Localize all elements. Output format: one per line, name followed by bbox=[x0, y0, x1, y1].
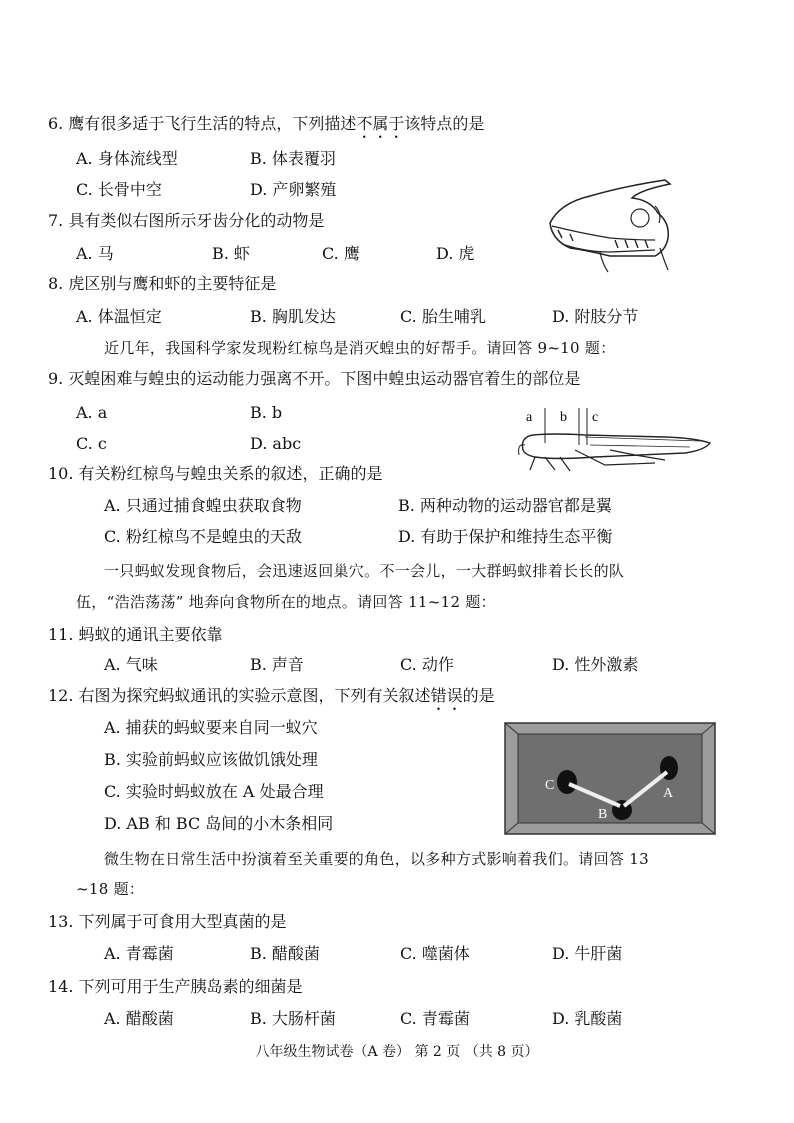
label-b: b bbox=[560, 410, 567, 425]
label-c: c bbox=[592, 410, 599, 425]
q14-option-c: C. 青霉菌 bbox=[400, 1009, 470, 1028]
q6-option-b: B. 体表覆羽 bbox=[250, 149, 336, 168]
q13-option-d: D. 牛肝菌 bbox=[552, 944, 623, 963]
question-12-stem: 12. 右图为探究蚂蚁通讯的实验示意图，下列有关叙述错误的是 bbox=[48, 686, 495, 705]
question-10-stem: 10. 有关粉红椋鸟与蝗虫关系的叙述，正确的是 bbox=[48, 464, 383, 483]
question-7-stem: 7. 具有类似右图所示牙齿分化的动物是 bbox=[48, 211, 325, 230]
emphasis-wrong: 错误 bbox=[430, 686, 463, 705]
ant-experiment-figure bbox=[504, 722, 716, 835]
intro-13-18-line1: 微生物在日常生活中扮演着至关重要的角色，以多种方式影响着我们。请回答 13 bbox=[104, 850, 649, 868]
q13-option-a: A. 青霉菌 bbox=[104, 944, 174, 963]
intro-11-12-line1: 一只蚂蚁发现食物后，会迅速返回巢穴。不一会儿，一大群蚂蚁排着长长的队 bbox=[104, 562, 625, 580]
q13-option-b: B. 醋酸菌 bbox=[250, 944, 320, 963]
q10-option-c: C. 粉红椋鸟不是蝗虫的天敌 bbox=[104, 527, 302, 546]
q10-option-a: A. 只通过捕食蝗虫获取食物 bbox=[104, 496, 302, 515]
label-a: a bbox=[526, 410, 533, 425]
q12-option-b: B. 实验前蚂蚁应该做饥饿处理 bbox=[104, 750, 318, 769]
q12-option-a: A. 捕获的蚂蚁要来自同一蚁穴 bbox=[104, 718, 318, 737]
grasshopper-figure bbox=[515, 405, 715, 475]
q10-option-b: B. 两种动物的运动器官都是翼 bbox=[398, 496, 612, 515]
q14-option-d: D. 乳酸菌 bbox=[552, 1009, 623, 1028]
label-b-island: B bbox=[598, 807, 608, 822]
q14-option-a: A. 醋酸菌 bbox=[104, 1009, 174, 1028]
q7-option-c: C. 鹰 bbox=[322, 244, 360, 263]
q11-option-b: B. 声音 bbox=[250, 655, 304, 674]
q8-option-c: C. 胎生哺乳 bbox=[400, 307, 486, 326]
q12-option-c: C. 实验时蚂蚁放在 A 处最合理 bbox=[104, 782, 324, 801]
q8-option-a: A. 体温恒定 bbox=[76, 307, 162, 326]
question-11-stem: 11. 蚂蚁的通讯主要依靠 bbox=[48, 625, 223, 644]
label-a-island: A bbox=[663, 786, 674, 801]
page-footer: 八年级生物试卷（A 卷） 第 2 页 （共 8 页） bbox=[255, 1044, 539, 1060]
q9-option-d: D. abc bbox=[250, 434, 302, 453]
q10-option-d: D. 有助于保护和维持生态平衡 bbox=[398, 527, 613, 546]
question-13-stem: 13. 下列属于可食用大型真菌的是 bbox=[48, 912, 287, 931]
question-9-stem: 9. 灭蝗困难与蝗虫的运动能力强离不开。下图中蝗虫运动器官着生的部位是 bbox=[48, 369, 581, 388]
emphasis-not-belong: 不属于 bbox=[356, 114, 405, 133]
q9-option-a: A. a bbox=[76, 403, 108, 422]
q9-option-c: C. c bbox=[76, 434, 107, 453]
q11-option-d: D. 性外激素 bbox=[552, 655, 639, 674]
q12-option-d: D. AB 和 BC 岛间的小木条相同 bbox=[104, 814, 334, 833]
q11-option-a: A. 气味 bbox=[104, 655, 158, 674]
question-6-stem: 6. 鹰有很多适于飞行生活的特点，下列描述不属于该特点的是 bbox=[48, 114, 485, 133]
intro-11-12-line2: 伍，“浩浩荡荡” 地奔向食物所在的地点。请回答 11~12 题： bbox=[76, 593, 496, 611]
intro-9-10: 近几年，我国科学家发现粉红椋鸟是消灭蝗虫的好帮手。请回答 9~10 题： bbox=[104, 339, 616, 357]
q6-option-c: C. 长骨中空 bbox=[76, 180, 162, 199]
q7-option-b: B. 虾 bbox=[212, 244, 250, 263]
question-14-stem: 14. 下列可用于生产胰岛素的细菌是 bbox=[48, 977, 303, 996]
q13-option-c: C. 噬菌体 bbox=[400, 944, 470, 963]
question-8-stem: 8. 虎区别与鹰和虾的主要特征是 bbox=[48, 274, 277, 293]
intro-13-18-line2: ~18 题： bbox=[76, 880, 145, 898]
skull-figure bbox=[540, 178, 690, 273]
q14-option-b: B. 大肠杆菌 bbox=[250, 1009, 336, 1028]
q11-option-c: C. 动作 bbox=[400, 655, 454, 674]
q6-option-a: A. 身体流线型 bbox=[76, 149, 178, 168]
q8-option-b: B. 胸肌发达 bbox=[250, 307, 336, 326]
q9-option-b: B. b bbox=[250, 403, 283, 422]
q8-option-d: D. 附肢分节 bbox=[552, 307, 639, 326]
q7-option-d: D. 虎 bbox=[436, 244, 475, 263]
q7-option-a: A. 马 bbox=[76, 244, 114, 263]
label-c-island: C bbox=[545, 778, 555, 793]
q6-option-d: D. 产卵繁殖 bbox=[250, 180, 337, 199]
